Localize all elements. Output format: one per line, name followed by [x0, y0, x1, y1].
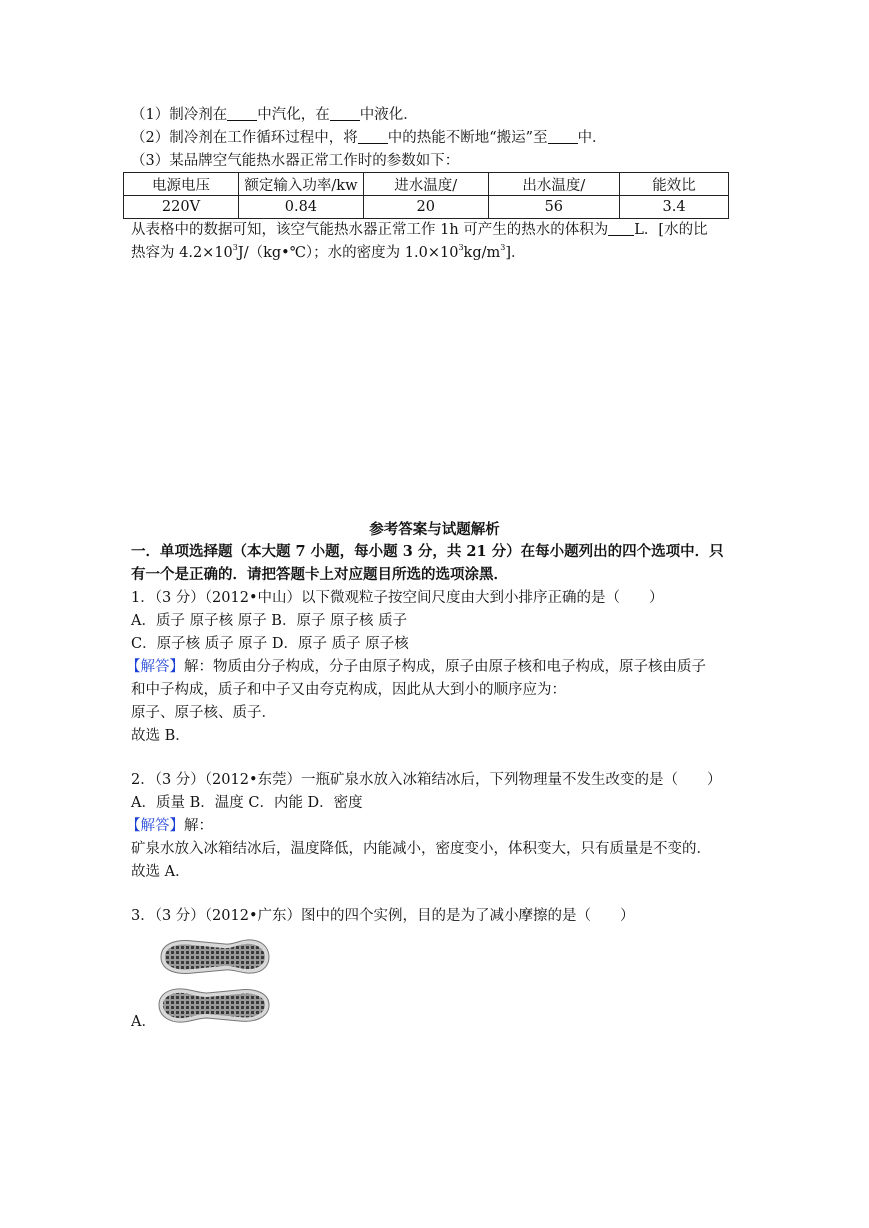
section-title-line-2: 有一个是正确的．请把答题卡上对应题目所选的选项涂黑． [131, 566, 508, 583]
q1-solution-1 [126, 656, 706, 678]
table-header-row [124, 173, 729, 196]
text: 热容为 4.2×10 [131, 245, 233, 261]
q2-options: A．质量 B．温度 C．内能 D．密度 [131, 795, 363, 811]
q1-solution-2: 和中子构成，质子和中子又由夸克构成，因此从大到小的顺序应为： [131, 682, 566, 698]
shoe-sole-image [155, 935, 273, 1030]
table-header-cell: 出水温度/ [488, 173, 620, 196]
q1-stem: 1．（3 分）（2012•中山）以下微观粒子按空间尺度由大到小排序正确的是（ ） [131, 590, 664, 606]
question-line-5 [131, 242, 526, 264]
q1-options-2: C．原子核 质子 原子 D．原子 质子 原子核 [131, 636, 409, 652]
text: 解： [184, 818, 213, 834]
table-cell: 3.4 [620, 196, 729, 219]
text: 从表格中的数据可知，该空气能热水器正常工作 1h 可产生的热水的体积为 [131, 222, 609, 238]
sole-bottom [159, 989, 269, 1022]
text: kg/m [463, 245, 501, 261]
q2-stem: 2．（3 分）（2012•东莞）一瓶矿泉水放入冰箱结冰后，下列物理量不发生改变的是（ ） [131, 772, 722, 788]
q1-solution-4: 故选 B． [131, 728, 190, 744]
q3-stem: 3．（3 分）（2012•广东）图中的四个实例，目的是为了减小摩擦的是（ ） [131, 908, 635, 924]
table-header-cell: 电源电压 [124, 173, 239, 196]
table-cell: 56 [488, 196, 620, 219]
q1-solution-3: 原子、原子核、质子． [131, 705, 276, 721]
question-line-2 [131, 127, 607, 149]
table-row [124, 196, 729, 219]
q1-options-1: A．质子 原子核 原子 B．原子 原子核 质子 [131, 613, 408, 629]
text: （2）制冷剂在工作循环过程中，将 [131, 130, 358, 146]
superscript: 3 [458, 243, 464, 252]
parameter-table [123, 172, 729, 219]
table-cell: 20 [363, 196, 488, 219]
question-line-3: （3）某品牌空气能热水器正常工作时的参数如下： [131, 153, 460, 169]
table-header-cell: 额定输入功率/kw [239, 173, 364, 196]
superscript: 3 [232, 243, 238, 252]
answers-heading: 参考答案与试题解析 [369, 521, 500, 538]
answer-tag: 【解答】 [126, 818, 184, 834]
table-cell: 0.84 [239, 196, 364, 219]
q2-solution-tag-line [126, 815, 213, 837]
q2-solution-2: 故选 A． [131, 864, 190, 880]
text: 中液化． [359, 107, 418, 123]
table-header-cell: 进水温度/ [363, 173, 488, 196]
answer-blank [548, 128, 578, 144]
q2-solution-1: 矿泉水放入冰箱结冰后，温度降低，内能减小，密度变小，体积变大，只有质量是不变的． [131, 841, 711, 857]
text: 中的热能不断地“搬运”至 [387, 130, 548, 146]
section-title-line-1: 一．单项选择题（本大题 7 小题，每小题 3 分，共 21 分）在每小题列出的四个选项中．只 [131, 543, 724, 560]
text: J/（kg•℃）；水的密度为 1.0×10 [237, 245, 459, 261]
question-line-4 [131, 219, 708, 241]
superscript: 3 [500, 243, 506, 252]
table-header-cell: 能效比 [620, 173, 729, 196]
table-cell: 220V [124, 196, 239, 219]
answer-blank [227, 105, 257, 121]
text: ]． [505, 245, 526, 261]
q3-option-a-label: A． [131, 1014, 156, 1030]
text: 中汽化，在 [257, 107, 330, 123]
text: L．[水的比 [634, 222, 708, 238]
answer-blank [330, 105, 360, 121]
text: 中． [577, 130, 607, 146]
answer-tag: 【解答】 [126, 659, 184, 675]
answer-blank [358, 128, 388, 144]
text: 解：物质由分子构成，分子由原子构成，原子由原子核和电子构成，原子核由质子 [184, 659, 706, 675]
answer-blank [608, 220, 634, 236]
text: （1）制冷剂在 [131, 107, 228, 123]
sole-top [161, 940, 269, 974]
question-line-1 [131, 104, 418, 126]
